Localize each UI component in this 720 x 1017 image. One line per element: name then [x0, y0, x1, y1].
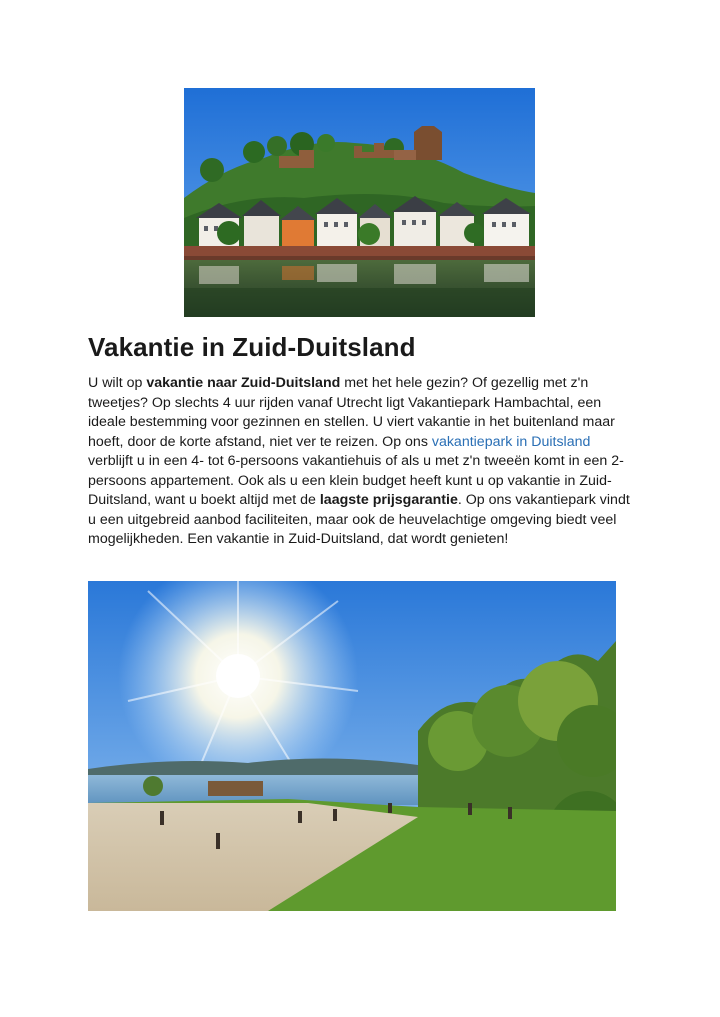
castle-town-photo [184, 88, 535, 317]
bold-keyword: vakantie naar Zuid-Duitsland [146, 375, 341, 391]
lake-beach-photo [88, 581, 616, 911]
intro-paragraph [88, 374, 638, 550]
text-segment: met het hele gezin? Of gezellig met z'n tweetjes? Op slechts 4 uur rijden vanaf Utrecht ligt Vakantiepark Hambachtal, een ideale bestemming voor gezinnen en stellen. U viert vakantie in het buitenland maar hoeft, door de korte afstand, niet ver te reizen. Op ons [88, 375, 615, 450]
vakantiepark-link[interactable]: vakantiepark in Duitsland [431, 433, 591, 450]
text-segment: verblijft u in een 4- tot 6-persoons vakantiehuis of als u met z'n tweeën komt in een 2-persoons appartement. Ook als u een klein budget heeft kunt u op vakantie in Zuid-Duitsland, want u boekt altijd met de [88, 453, 624, 508]
page-title: Vakantie in Zuid-Duitsland [88, 332, 416, 362]
text-segment: . Op ons vakantiepark vindt u een uitgebreid aanbod faciliteiten, maar ook de heuvelachtige omgeving biedt veel mogelijkheden. Een vakantie in Zuid-Duitsland, dat wordt genieten! [88, 492, 630, 547]
text-segment: U wilt op [88, 375, 147, 391]
bold-keyword: laagste prijsgarantie [319, 492, 458, 508]
